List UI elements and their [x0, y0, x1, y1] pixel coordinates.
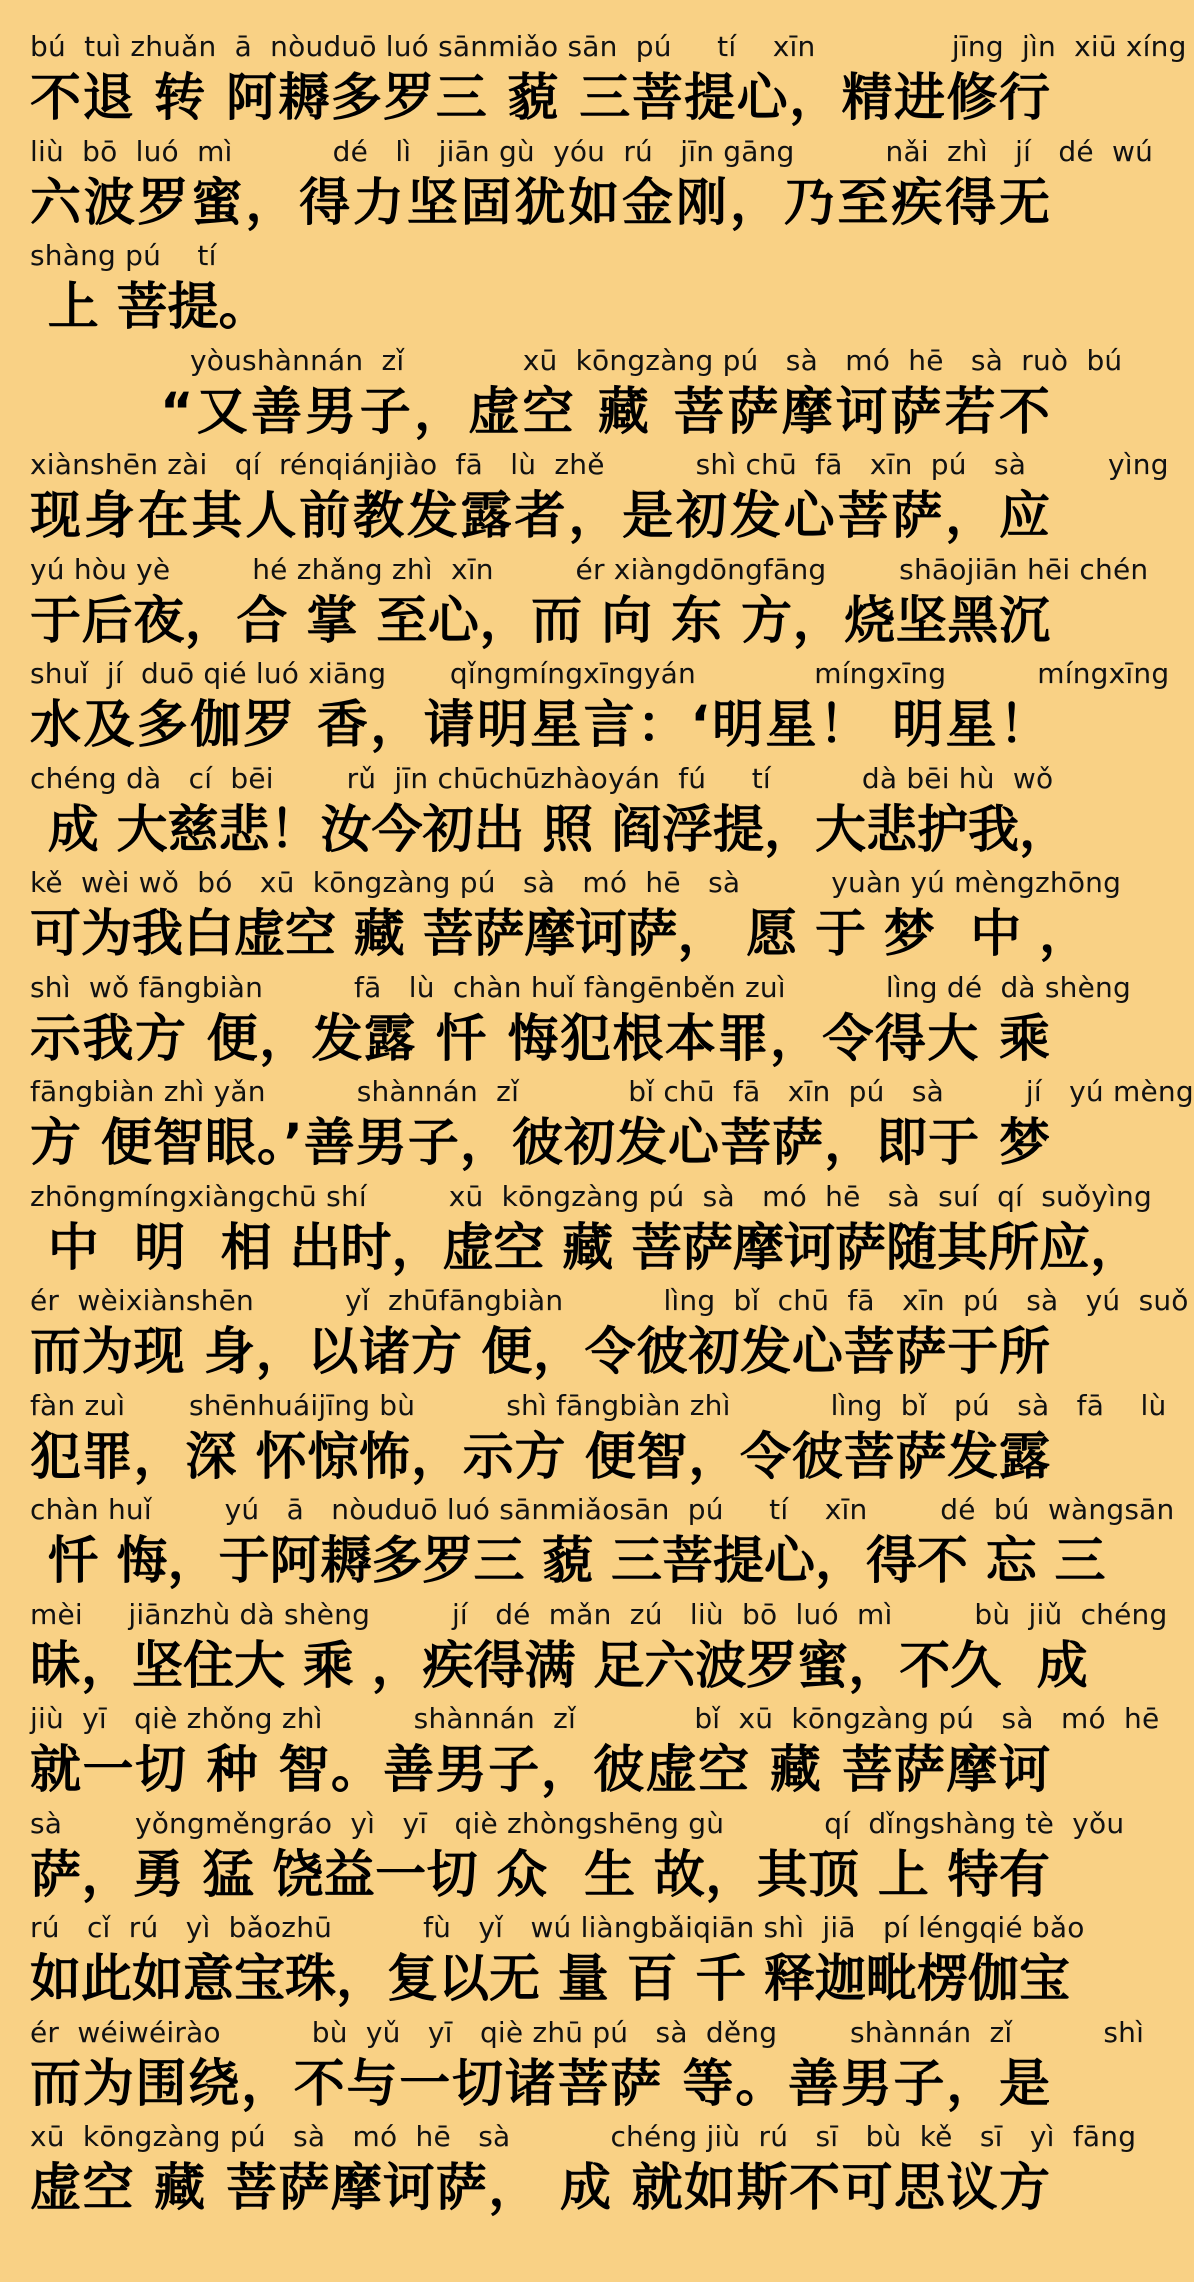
- verse-line: [30, 1179, 1152, 1285]
- verse-line: [30, 1075, 1194, 1180]
- pinyin-text: liù bō luó mì dé lì jiān gù yóu rú jīn gāng nǎi zhì jí dé wú: [30, 134, 1154, 168]
- verse-line: [30, 761, 1071, 867]
- verse-line: [30, 1493, 1175, 1598]
- hanzi-text: 可为我白虚空 藏 菩萨摩诃萨， 愿 于 梦 中 ，: [30, 905, 1091, 964]
- verse-line: [30, 1597, 1168, 1703]
- pinyin-text: bú tuì zhuǎn ā nòuduō luó sānmiǎo sān pú tí xīn jīng jìn xiū xíng: [30, 30, 1187, 63]
- hanzi-text: 六波罗蜜，得力坚固犹如金刚，乃至疾得无: [30, 173, 1050, 233]
- pinyin-text: shuǐ jí duō qié luó xiāng qǐngmíngxīngyán míngxīng míngxīng: [30, 657, 1170, 690]
- verse-line: [30, 657, 1170, 762]
- pinyin-text: ér wèixiànshēn yǐ zhūfāngbiàn lìng bǐ chū fā xīn pú sà yú suǒ: [30, 1284, 1189, 1317]
- verse-line: [30, 134, 1154, 240]
- hanzi-text: 而为围绕，不与一切诸菩萨 等。善男子，是: [30, 2054, 1050, 2114]
- hanzi-text: 水及多伽罗 香，请明星言：‘明星！ 明星！: [30, 696, 1050, 755]
- verse-line: [30, 1702, 1160, 1807]
- verse-line: [30, 1388, 1167, 1494]
- pinyin-text: ér wéiwéirào bù yǔ yī qiè zhū pú sà děng shànnán zǐ shì: [30, 2015, 1145, 2049]
- hanzi-text: 萨，勇 猛 饶益一切 众 生 故，其顶 上 特有: [30, 1845, 1050, 1905]
- hanzi-text: 于后夜，合 掌 至心，而 向 东 方，烧坚黑沉: [30, 591, 1050, 651]
- pinyin-text: shàng pú tí: [30, 239, 217, 272]
- hanzi-text: 成 大慈悲！汝今初出 照 阎浮提，大悲护我，: [30, 800, 1071, 860]
- hanzi-text: 就一切 种 智。善男子，彼虚空 藏 菩萨摩诃: [30, 1741, 1050, 1800]
- hanzi-text: 忏 悔，于阿耨多罗三 藐 三菩提心，得不 忘 三: [30, 1532, 1106, 1591]
- verse-line: [30, 2015, 1145, 2121]
- hanzi-text: 中 明 相 出时，虚空 藏 菩萨摩诃萨随其所应，: [30, 1218, 1142, 1278]
- pinyin-text: sà yǒngměngráo yì yī qiè zhòngshēng gù qí dǐngshàng tè yǒu: [30, 1806, 1125, 1840]
- pinyin-text: yòushànnán zǐ xū kōngzàng pú sà mó hē sà ruò bú: [190, 343, 1123, 377]
- verse-line: [30, 552, 1149, 658]
- hanzi-text: 而为现 身，以诸方 便，令彼初发心菩萨于所: [30, 1323, 1050, 1382]
- pinyin-text: shì wǒ fāngbiàn fā lù chàn huǐ fàngēnběn zuì lìng dé dà shèng: [30, 970, 1131, 1004]
- hanzi-text: 犯罪，深 怀惊怖，示方 便智，令彼菩萨发露: [30, 1427, 1050, 1487]
- hanzi-text: 昧，坚住大 乘 ，疾得满 足六波罗蜜，不久 成: [30, 1636, 1088, 1696]
- pinyin-text: mèi jiānzhù dà shèng jí dé mǎn zú liù bō luó mì bù jiǔ chéng: [30, 1597, 1168, 1631]
- verse-line: [30, 866, 1122, 971]
- pinyin-text: chéng dà cí bēi rǔ jīn chūchūzhàoyán fú tí dà bēi hù wǒ: [30, 761, 1054, 795]
- pinyin-text: zhōngmíngxiàngchū shí xū kōngzàng pú sà mó hē sà suí qí suǒyìng: [30, 1179, 1152, 1213]
- verse-line: [30, 30, 1187, 135]
- hanzi-text: 示我方 便，发露 忏 悔犯根本罪，令得大 乘: [30, 1009, 1050, 1069]
- verse-line: [30, 970, 1131, 1076]
- pinyin-text: yú hòu yè hé zhǎng zhì xīn ér xiàngdōngfāng shāojiān hēi chén: [30, 552, 1149, 586]
- pinyin-text: rú cǐ rú yì bǎozhū fù yǐ wú liàngbǎiqiān shì jiā pí léngqié bǎo: [30, 1911, 1085, 1944]
- verse-line: [30, 2120, 1137, 2225]
- verse-line: [30, 1911, 1085, 2016]
- pinyin-text: chàn huǐ yú ā nòuduō luó sānmiǎosān pú tí xīn dé bú wàngsān: [30, 1493, 1175, 1526]
- verse-line: [30, 1806, 1125, 1912]
- pinyin-text: xiànshēn zài qí rénqiánjiào fā lù zhě shì chū fā xīn pú sà yìng: [30, 448, 1169, 481]
- pinyin-text: kě wèi wǒ bó xū kōngzàng pú sà mó hē sà yuàn yú mèngzhōng: [30, 866, 1122, 899]
- hanzi-text: 虚空 藏 菩萨摩诃萨， 成 就如斯不可思议方: [30, 2159, 1050, 2218]
- pinyin-text: xū kōngzàng pú sà mó hē sà chéng jiù rú sī bù kě sī yì fāng: [30, 2120, 1137, 2153]
- verse-line: [30, 448, 1169, 553]
- pinyin-text: jiù yī qiè zhǒng zhì shànnán zǐ bǐ xū kōngzàng pú sà mó hē: [30, 1702, 1160, 1735]
- verse-line: [30, 239, 1050, 344]
- pinyin-text: fāngbiàn zhì yǎn shànnán zǐ bǐ chū fā xīn pú sà jí yú mèng: [30, 1075, 1194, 1108]
- pinyin-text: fàn zuì shēnhuáijīng bù shì fāngbiàn zhì lìng bǐ pú sà fā lù: [30, 1388, 1167, 1422]
- hanzi-text: 不退 转 阿耨多罗三 藐 三菩提心，精进修行: [30, 69, 1050, 128]
- hanzi-text: 上 菩提。: [30, 278, 270, 337]
- verse-line: [30, 1284, 1189, 1389]
- hanzi-text: 现身在其人前教发露者，是初发心菩萨，应: [30, 487, 1050, 546]
- hanzi-text: “又善男子，虚空 藏 菩萨摩诃萨若不: [160, 382, 1050, 442]
- verse-line: [30, 343, 1123, 449]
- hanzi-text: 如此如意宝珠，复以无 量 百 千 释迦毗楞伽宝: [30, 1950, 1071, 2009]
- hanzi-text: 方 便智眼。’善男子，彼初发心菩萨，即于 梦: [30, 1114, 1050, 1173]
